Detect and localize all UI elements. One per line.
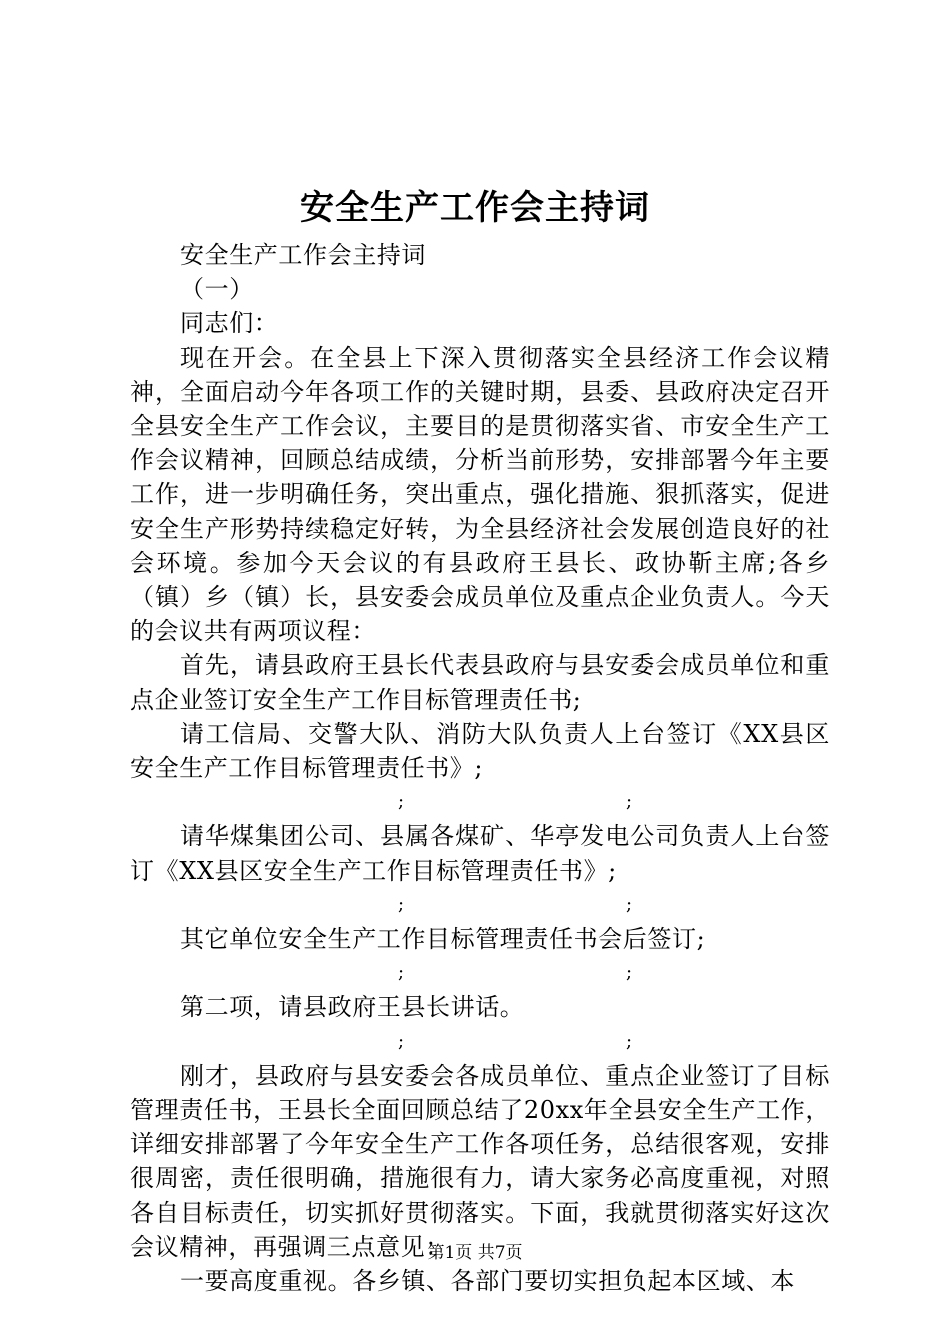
separator-mark: ; <box>626 962 633 984</box>
separator-row <box>130 888 830 922</box>
document-title: 安全生产工作会主持词 <box>300 188 650 228</box>
separator-mark: ; <box>626 791 633 813</box>
paragraph-signing-1: 请工信局、交警大队、消防大队负责人上台签订《XX县区安全生产工作目标管理责任书》; <box>130 719 830 783</box>
paragraph-salutation: 同志们： <box>180 309 279 338</box>
page-footer: 第1页 共7页 <box>427 1243 523 1263</box>
separator-mark: ; <box>398 893 405 915</box>
paragraph-agenda-first: 首先，请县政府王县长代表县政府与县安委会成员单位和重点企业签订安全生产工作目标管理责任书; <box>130 651 830 714</box>
separator-mark: ; <box>398 791 405 813</box>
paragraph-signing-3: 其它单位安全生产工作目标管理责任书会后签订; <box>180 925 706 954</box>
separator-row <box>130 785 830 819</box>
paragraph-opening: 现在开会。在全县上下深入贯彻落实全县经济工作会议精神，全面启动今年各项工作的关键时期，县委、县政府决定召开全县安全生产工作会议，主要目的是贯彻落实省、市安全生产工作会议精神，回顾总结成绩，分析当前形势，安排部署今年主要工作，进一步明确任务，突出重点，强化措施、狠抓落实，促进安全生产形势持续稳定好转，为全县经济社会发展创造良好的社会环境。参加今天会议的有县政府王县长、政协靳主席;各乡（镇）乡（镇）长，县安委会成员单位及重点企业负责人。今天的会议共有两项议程： <box>130 343 830 646</box>
separator-row <box>130 1025 830 1059</box>
paragraph-section-number: （一） <box>180 275 254 304</box>
separator-row <box>130 956 830 990</box>
paragraph-agenda-second: 第二项，请县政府王县长讲话。 <box>180 993 525 1022</box>
paragraph-signing-2: 请华煤集团公司、县属各煤矿、华亭发电公司负责人上台签订《XX县区安全生产工作目标管理责任书》; <box>130 822 830 885</box>
document-body <box>130 238 830 1298</box>
separator-mark: ; <box>398 1030 405 1052</box>
separator-mark: ; <box>626 893 633 915</box>
paragraph-subtitle: 安全生产工作会主持词 <box>180 241 426 269</box>
paragraph-point-one: 一要高度重视。各乡镇、各部门要切实担负起本区域、本 <box>180 1267 795 1296</box>
separator-mark: ; <box>398 962 405 984</box>
separator-mark: ; <box>626 1030 633 1052</box>
paragraph-summary: 刚才，县政府与县安委会各成员单位、重点企业签订了目标管理责任书，王县长全面回顾总结了20xx年全县安全生产工作，详细安排部署了今年安全生产工作各项任务，总结很客观，安排很周密，责任很明确，措施很有力，请大家务必高度重视，对照各自目标责任，切实抓好贯彻落实。下面，我就贯彻落实好这次会议精神，再强调三点意见： <box>130 1061 830 1261</box>
